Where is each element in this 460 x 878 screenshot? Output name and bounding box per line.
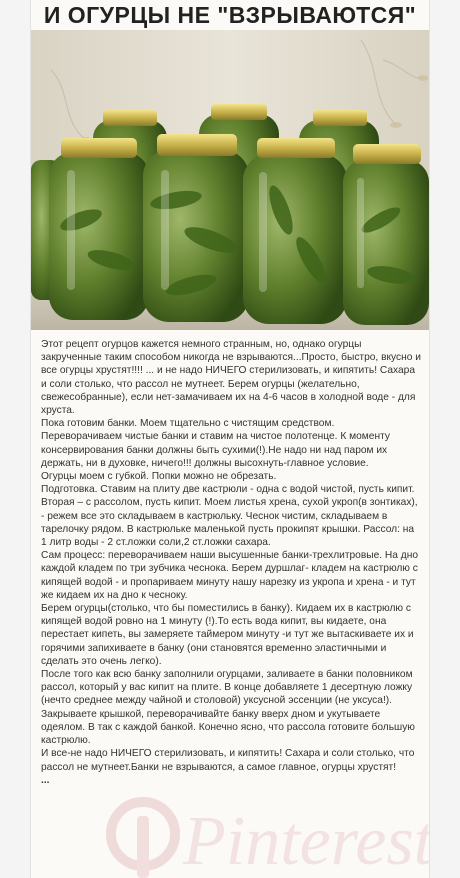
paragraph-preparation: Подготовка. Ставим на плиту две кастрюли - одна с водой чистой, пусть кипит. Вторая – с рассолом, пусть кипит. Моем листья хрена, сухой укроп(в зонтиках), - режем все это складываем в кастрюльку. Чеснок чистим, складываем в тарелочку рядом. В кастрюльке маленькой пусть прокипят крышки. Рассол: на 1 литр воды - 2 ст.ложки соли,2 ст.ложки сахара. (41, 484, 418, 549)
watermark-text: Pinterest (183, 803, 433, 878)
paragraph-jars-wash: Пока готовим банки. Моем тщательно с чистящим средством. (41, 418, 335, 430)
pickle-jars-photo (31, 30, 429, 330)
paragraph-process: Сам процесс: переворачиваем наши высушенные банки-трехлитровые. На дно каждой кладем по три зубчика чеснока. Берем дуршлаг- кладем на кастрюлю с кипящей водой - и пропариваем минуту нашу нарезку из укропа и хрена - и тут же кидаем их на дно к чесноку. (41, 550, 419, 601)
paragraph-cucumbers-wash: Огурцы моем с губкой. Попки можно не обрезать. (41, 471, 277, 483)
article-title: И ОГУРЦЫ НЕ "ВЗРЫВАЮТСЯ" (43, 2, 417, 28)
left-margin (0, 0, 30, 878)
paragraph-filling: После того как всю банку заполнили огурцами, заливаете в банки половником рассол, который у вас кипит на плите. В конце добавляете 1 десертную ложку (нечто среднее между чайной и столовой) уксусной эссенции (не уксуса!). Закрываете крышкой, переворачивайте банку вверх дном и укутываете одеялом. В так с каждой банкой. Конечно ясно, что рассола готовите большую кастрюлю. (41, 669, 415, 747)
paragraph-jars-dry: Переворачиваем чистые банки и ставим на чистое полотенце. К моменту консервирования банки должны быть сухими(!).Не надо ни над паром их держать, ни в духовке, ничего!!! должны высохнуть-главное условие. (41, 431, 390, 469)
paragraph-blanching: Берем огурцы(столько, что бы поместились в банку). Кидаем их в кастрюлю с кипящей водой ровно на 1 минуту (!).То есть вода кипит, вы кидаете, она перестает кипеть, вы замеряете таймером минуту -и тут же вытаскиваете их и горячими запихиваете в банку (они становятся временно эластичными и сделать это очень легко). (41, 603, 414, 667)
recipe-text (31, 330, 429, 787)
paragraph-intro: Этот рецепт огурцов кажется немного странным, но, однако огурцы закрученные таким способом никогда не взрываются...Просто, быстро, вкусно и все огурцы хрустят!!!! ... и не надо НИЧЕГО стерилизовать, и кипятить! Сахара и соли столько, что рассол не мутнеет. Берем огурцы (желательно, свежесобранные), если нет-замачиваем их на 4-6 часов в холодной воде - для хруста. (41, 339, 421, 417)
paragraph-conclusion: И все-не надо НИЧЕГО стерилизовать, и кипятить! Сахара и соли столько, что рассол не мутнеет.Банки не взрываются, а самое главное, огурцы хрустят! (41, 748, 415, 773)
paragraph-ellipsis: ... (41, 774, 50, 786)
article-card (30, 0, 433, 878)
